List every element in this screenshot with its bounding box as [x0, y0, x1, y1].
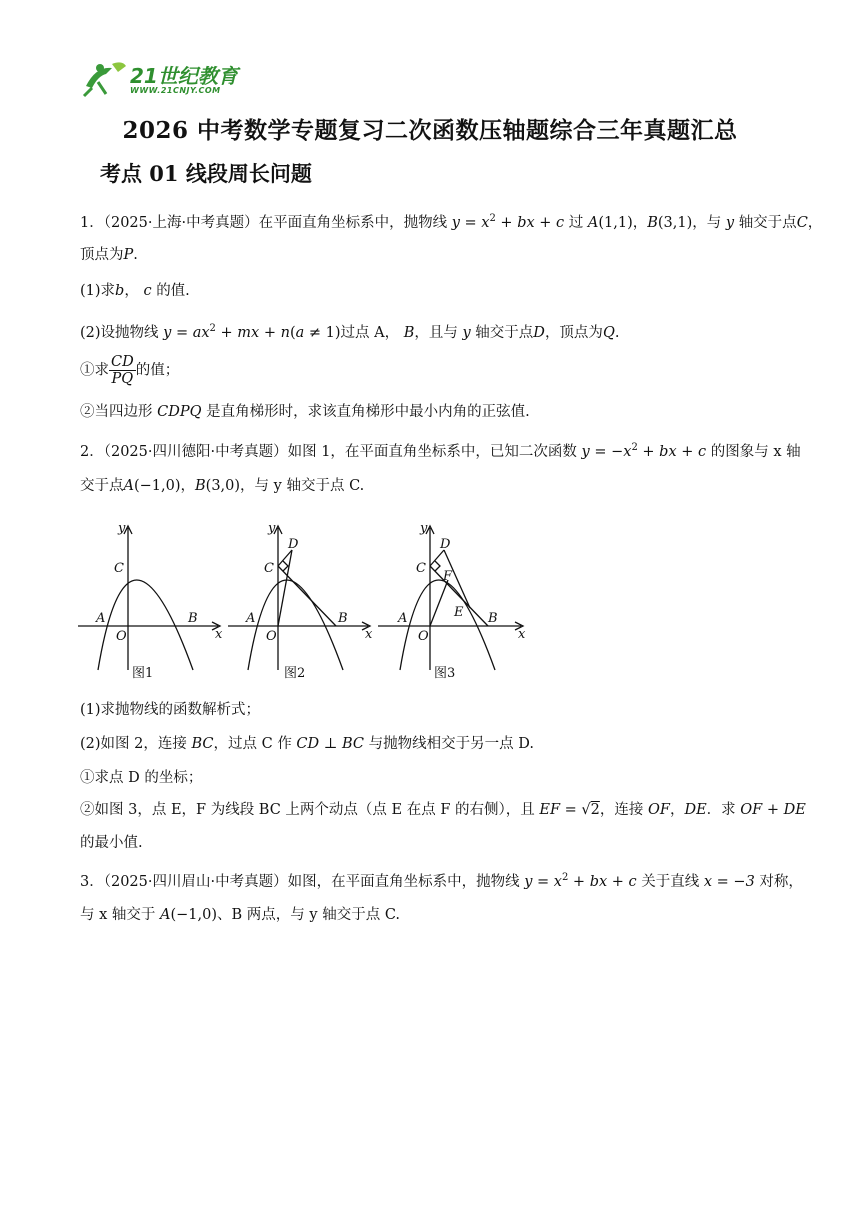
q2-sub2-cont: 的最小值.: [80, 835, 143, 851]
q2-part1: (1)求抛物线的函数解析式；: [80, 702, 261, 718]
svg-text:C: C: [416, 561, 426, 576]
svg-text:y: y: [118, 521, 126, 536]
figure-label-2: 图2: [284, 666, 306, 681]
svg-text:A: A: [398, 611, 408, 626]
svg-text:E: E: [454, 605, 464, 620]
q1-line2: 顶点为P.: [80, 247, 138, 263]
svg-text:O: O: [116, 629, 127, 644]
svg-text:B: B: [188, 611, 198, 626]
logo-url: WWW.21CNJY.COM: [130, 86, 221, 95]
page-title: 2026 中考数学专题复习二次函数压轴题综合三年真题汇总: [122, 117, 738, 144]
svg-text:O: O: [418, 629, 429, 644]
svg-text:A: A: [96, 611, 106, 626]
section-title: 考点 01 线段周长问题: [100, 161, 312, 186]
svg-text:y: y: [420, 521, 428, 536]
svg-text:O: O: [266, 629, 277, 644]
q2-sub2: ②如图 3，点 E，F 为线段 BC 上两个动点（点 E 在点 F 的右侧），且 EF = √2，连接 OF，DE．求 OF + DE: [80, 802, 806, 818]
svg-text:B: B: [338, 611, 348, 626]
q1-sub1: ①求 $\frac{CD}{PQ}$ 的值；: [80, 354, 180, 387]
svg-text:C: C: [114, 561, 124, 576]
svg-text:y: y: [268, 521, 276, 536]
svg-text:A: A: [246, 611, 256, 626]
svg-text:x: x: [365, 627, 373, 642]
figure-graphs: [78, 520, 528, 680]
q2-sub1: ①求点 D 的坐标；: [80, 770, 203, 786]
svg-text:F: F: [443, 569, 453, 584]
q2-line1: 2．（2025·四川德阳·中考真题）如图 1，在平面直角坐标系中，已知二次函数 $y = -x^2$ + bx + c 的图象与 x 轴: [80, 442, 801, 460]
q1-line1: 1．（2025·上海·中考真题）在平面直角坐标系中，抛物线 $y = x^2$ + bx + c 过 A(1,1)，B(3,1)，与 y 轴交于点C，: [80, 213, 823, 231]
svg-text:C: C: [264, 561, 274, 576]
q1-sub2: ②当四边形 CDPQ 是直角梯形时，求该直角梯形中最小内角的正弦值.: [80, 404, 530, 420]
q1-part2: (2)设抛物线 $y = ax^2$ + mx + n(a ≠ 1)过点 A， B，且与 y 轴交于点D，顶点为Q.: [80, 323, 620, 341]
q2-line2: 交于点A(−1,0)，B(3,0)，与 y 轴交于点 C.: [80, 478, 365, 494]
svg-text:B: B: [488, 611, 498, 626]
q3-line1: 3．（2025·四川眉山·中考真题）如图，在平面直角坐标系中，抛物线 $y = x^2$ + bx + c 关于直线 x = −3 对称，: [80, 872, 803, 890]
svg-text:D: D: [440, 537, 451, 552]
svg-text:x: x: [518, 627, 526, 642]
figure-label-1: 图1: [132, 666, 154, 681]
q3-line2: 与 x 轴交于 A(−1,0)、B 两点，与 y 轴交于点 C.: [80, 907, 401, 923]
figure-label-3: 图3: [434, 666, 456, 681]
q2-part2: (2)如图 2，连接 BC，过点 C 作 CD ⊥ BC 与抛物线相交于另一点 D.: [80, 736, 534, 752]
logo-text: 21世纪教育: [130, 64, 238, 88]
svg-text:x: x: [215, 627, 223, 642]
q1-part1: (1)求b， c 的值.: [80, 283, 190, 299]
svg-text:D: D: [288, 537, 299, 552]
figures: [78, 520, 528, 680]
logo: [78, 58, 258, 102]
